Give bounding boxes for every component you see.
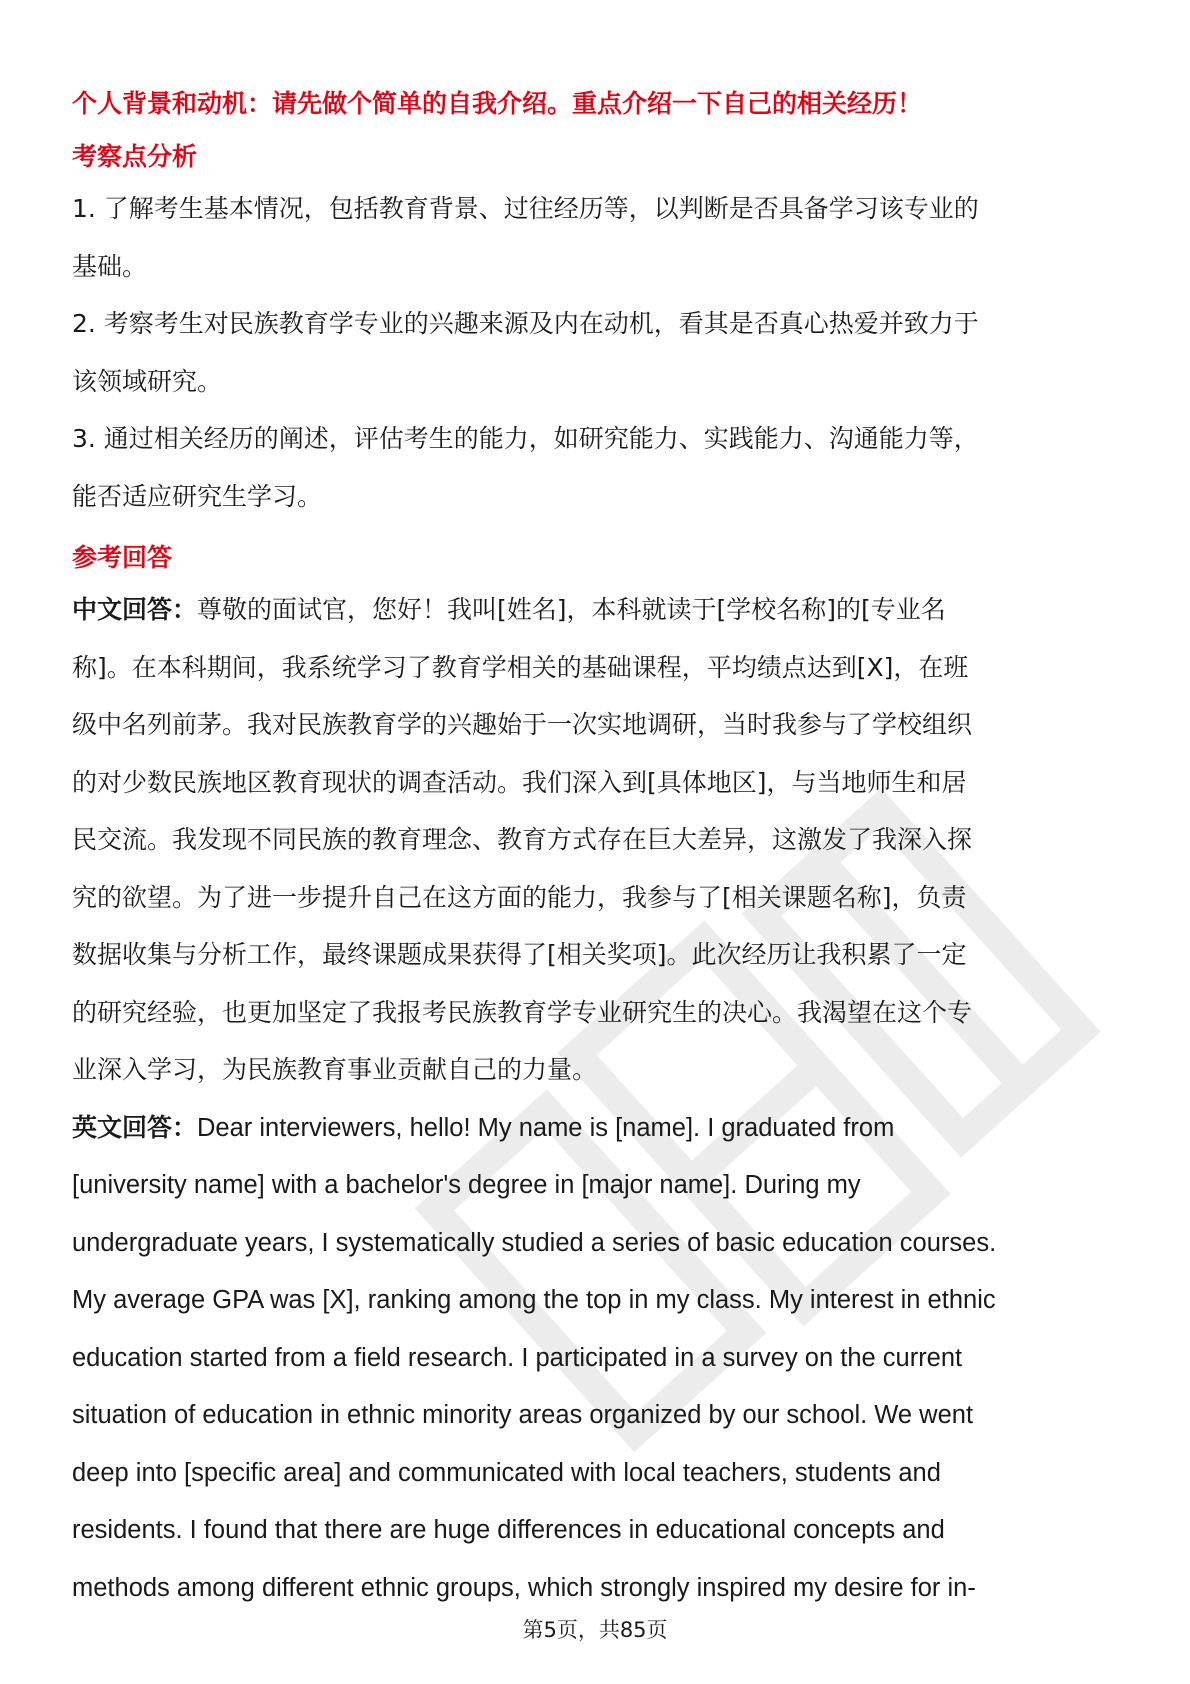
chinese-answer-line: 业深入学习，为民族教育事业贡献自己的力量。 [72,1055,598,1084]
english-answer-line: methods among different ethnic groups, which strongly inspired my desire for in- [72,1573,976,1602]
english-answer-line: undergraduate years, I systematically studied a series of basic education courses. [72,1228,997,1257]
document-body [72,84,1120,1617]
english-answer-line [72,1099,1120,1158]
analysis-line: 3. 通过相关经历的阐述，评估考生的能力，如研究能力、实践能力、沟通能力等， [72,424,979,453]
english-answer-text: Dear interviewers, hello! My name is [name]. I graduated from [197,1113,895,1142]
chinese-answer-line: 数据收集与分析工作，最终课题成果获得了[相关奖项]。此次经历让我积累了一定 [72,940,967,969]
chinese-answer-line: 的研究经验，也更加坚定了我报考民族教育学专业研究生的决心。我渴望在这个专 [72,997,973,1027]
english-answer-label: 英文回答： [72,1112,198,1142]
english-answer-line: residents. I found that there are huge differences in educational concepts and [72,1516,945,1544]
analysis-line: 该领域研究。 [72,366,223,396]
english-answer-line: education started from a field research. I participated in a survey on the current [72,1343,963,1372]
question-title: 个人背景和动机：请先做个简单的自我介绍。重点介绍一下自己的相关经历！ [72,89,923,118]
english-answer-line: situation of education in ethnic minority areas organized by our school. We went [72,1401,974,1429]
analysis-line: 2. 考察考生对民族教育学专业的兴趣来源及内在动机，看其是否真心热爱并致力于 [72,309,979,338]
chinese-answer-line: 称]。在本科期间，我系统学习了教育学相关的基础课程，平均绩点达到[X]，在班 [72,652,969,682]
chinese-answer-line: 级中名列前茅。我对民族教育学的兴趣始于一次实地调研，当时我参与了学校组织 [72,710,973,739]
analysis-line: 基础。 [72,251,148,281]
analysis-line: 1. 了解考生基本情况，包括教育背景、过往经历等，以判断是否具备学习该专业的 [72,194,979,223]
analysis-heading: 考察点分析 [72,142,198,171]
chinese-answer-text: 尊敬的面试官，您好！我叫[姓名]，本科就读于[学校名称]的[专业名 [197,595,946,624]
chinese-answer-line: 民交流。我发现不同民族的教育理念、教育方式存在巨大差异，这激发了我深入探 [72,825,973,854]
english-answer-line: My average GPA was [X], ranking among the top in my class. My interest in ethnic [72,1286,996,1314]
analysis-line: 能否适应研究生学习。 [72,481,323,511]
english-answer-line: deep into [specific area] and communicated with local teachers, students and [72,1458,941,1487]
page-number: 第5页，共85页 [522,1618,668,1642]
chinese-answer-line: 的对少数民族地区教育现状的调查活动。我们深入到[具体地区]，与当地师生和居 [72,767,967,797]
chinese-answer-line [72,581,1120,639]
chinese-answer-line: 究的欲望。为了进一步提升自己在这方面的能力，我参与了[相关课题名称]，负责 [72,882,967,912]
reference-heading: 参考回答 [72,543,173,572]
english-answer-line: [university name] with a bachelor's degree in [major name]. During my [72,1171,861,1199]
chinese-answer-label: 中文回答： [72,595,198,624]
